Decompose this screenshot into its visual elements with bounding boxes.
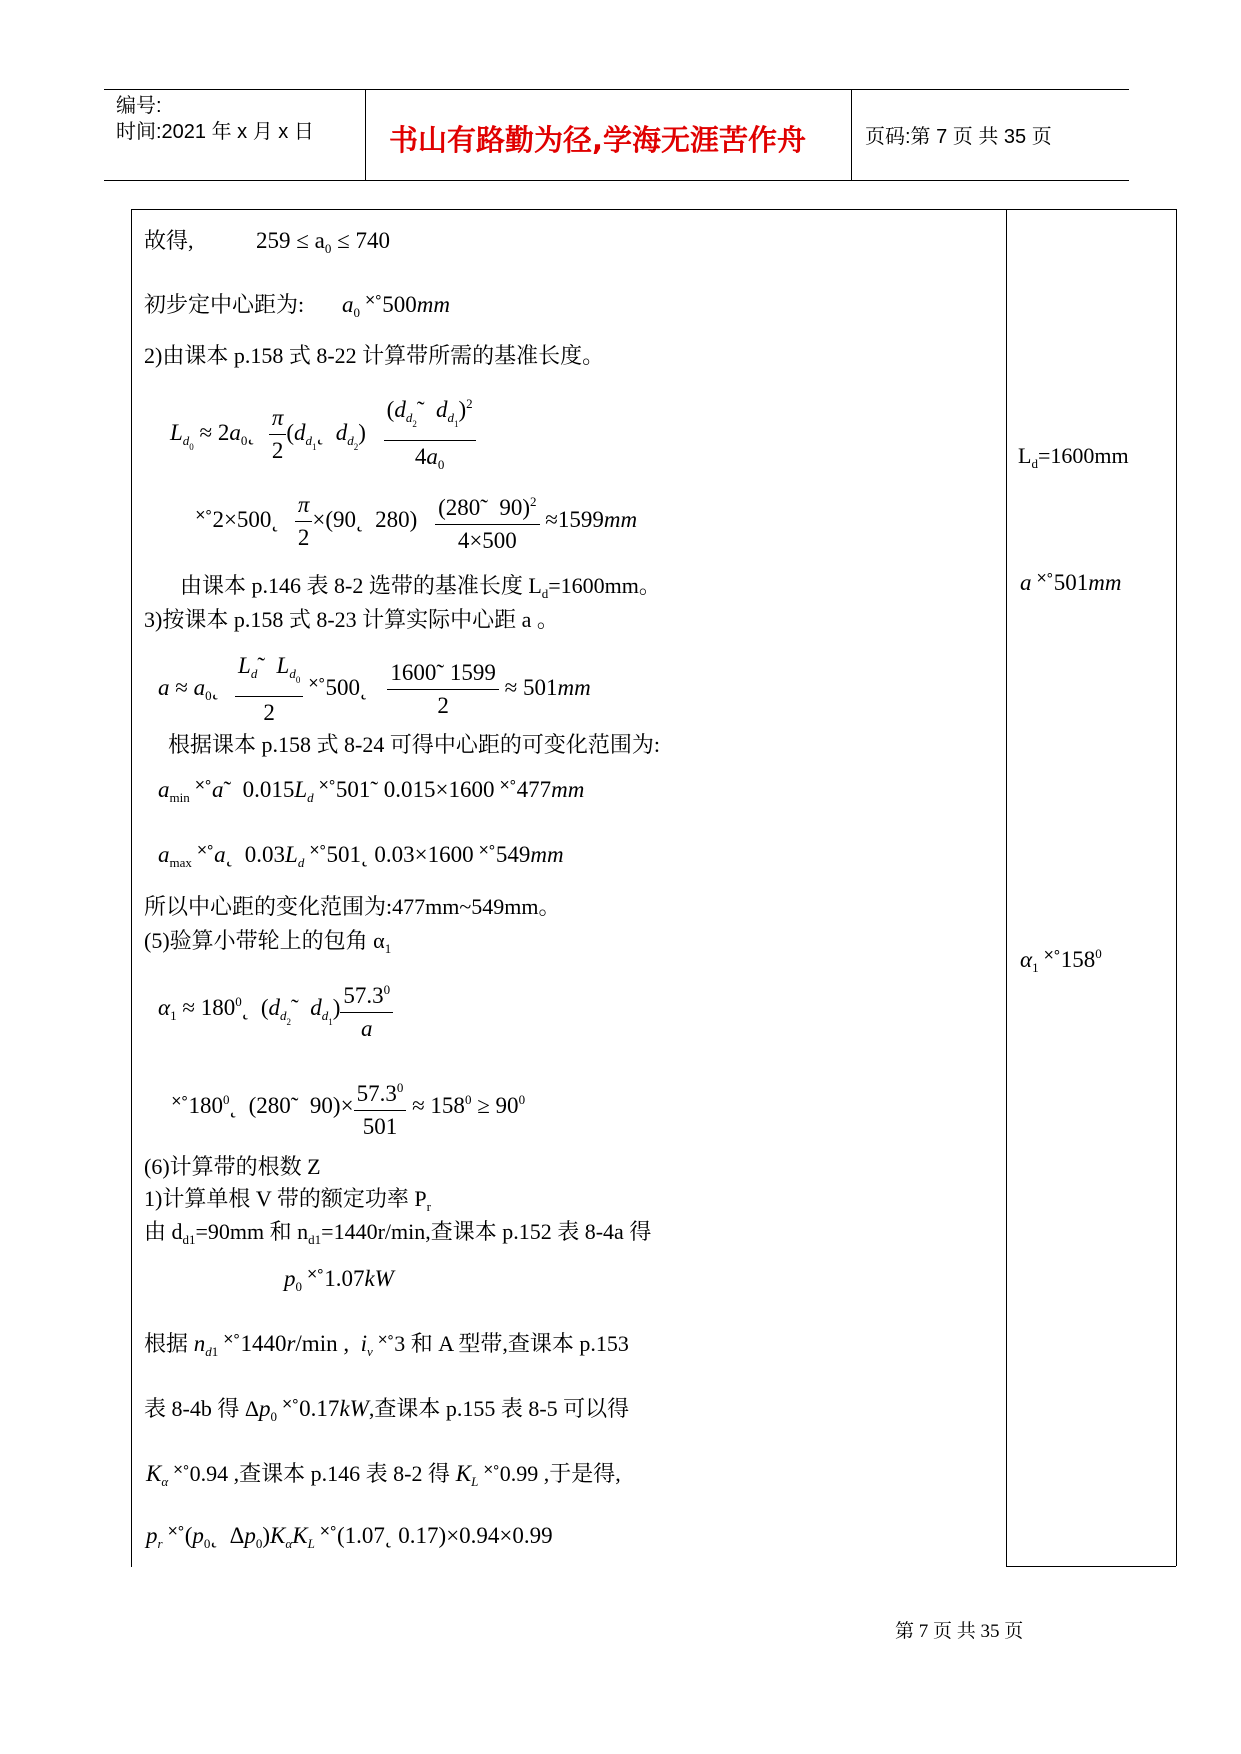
result-a-value: ˟˚501: [1037, 570, 1089, 595]
formula-pr: $p_r$ $˟˚(p_0˛$ $\Delta p_0)K_\alpha K_L$ ˟˚(1.07˛ 0.17)×0.94×0.99: [146, 1523, 553, 1551]
result-ld-sub: d: [1031, 456, 1038, 471]
table-mid-rule: [1006, 209, 1007, 1566]
nd1-label: =90mm 和 n: [195, 1219, 309, 1244]
conclusion-label: 故得,: [144, 228, 194, 253]
header-time-label: 时间:2021 年 x 月 x 日: [116, 121, 314, 143]
delta-p0-value: ˟˚0.17: [282, 1396, 340, 1421]
formula-a0-range: [256, 227, 390, 263]
formula-alpha-numeric: $˟˚180^0˛$ (280˜ 90)× $\frac{57.3^0}{501}$ ≈ $158^0 \ge 90^0$: [172, 1074, 525, 1141]
formula-a0-sub: 0: [324, 241, 332, 256]
ld0-result: ≈1599: [545, 506, 604, 532]
page-footer: 第 7 页 共 35 页: [895, 1621, 1024, 1642]
table-right-rule: [1176, 209, 1177, 1566]
formula-ld0-numeric: ˟˚2×500˛ $\frac{\pi}{2}$ ×(90˛ 280) $\frac{(280˜ 90)^2}{4\times 500}$ ≈1599mm: [196, 488, 637, 555]
header-page-label: 页码:第 7 页 共 35 页: [865, 126, 1052, 148]
delta-p0-label: 表 8-4b 得 Δ: [144, 1396, 259, 1421]
header-divider-left: [365, 89, 366, 180]
text-line-8: 根据课本 p.158 式 8-24 可得中心距的可变化范围为:: [168, 732, 660, 757]
text-line-21: $K_\alpha$ ˟˚0.94 ,查课本 p.146 表 8-2 得 $K_L$ ˟˚0.99 ,于是得,: [146, 1461, 621, 1489]
select-ld-text: 由课本 p.146 表 8-2 选带的基准长度 L: [180, 573, 542, 598]
text-line-19: 根据 $n_{d1}$ ˟˚1440r/min , $i_v$ ˟˚3 和 A 型带,查课本 p.153: [144, 1331, 629, 1359]
formula-p0: $p_0$ ˟˚1.07kW: [284, 1266, 394, 1294]
table-top-rule: [131, 209, 1176, 210]
based-on-label: 根据: [144, 1331, 189, 1356]
formula-a-min: $a_{min}$ ˟˚a˜ $0.015L_d$ ˟˚501˜ 0.015×1600 ˟˚477mm: [158, 777, 585, 805]
formula-initial-a0: $a_0$ ˟˚500mm: [342, 292, 450, 320]
formula-ld0: $L_{d_0}$ ≈ $2a_0˛$ $\frac{\pi}{2}$ ($d_{d_1}˛$ $d_{d_2}$) $\frac{(d_{d_2}˜ d_{d_1})^2}{4a_0}$: [170, 390, 476, 479]
result-ld-value: =1600mm: [1037, 443, 1129, 468]
dd1-label: 由 d: [144, 1219, 183, 1244]
header-top-rule: [104, 89, 1129, 90]
a-max-coefficient: 0.03: [244, 842, 286, 867]
header-motto: 书山有路勤为径,学海无涯苦作舟: [389, 123, 807, 157]
k-alpha-text: ˟˚0.94 ,查课本 p.146 表 8-2 得: [173, 1461, 450, 1486]
formula-a-numerator: 1600˜ 1599: [387, 659, 498, 690]
text-line-5: 由课本 p.146 表 8-2 选带的基准长度 $L_d=1600mm$。: [180, 573, 661, 601]
k-l-text: ˟˚0.99 ,于是得,: [484, 1461, 621, 1486]
text-line-17: 由 $d_{d1}=90mm$ 和 $n_{d1}=1440r/\min$,查课本 p.152 表 8-4a 得: [144, 1219, 652, 1247]
nd1-value: ˟˚1440: [224, 1331, 287, 1356]
pr-numeric: ˟˚(1.07˛ 0.17)×0.94×0.99: [320, 1523, 553, 1548]
header-number-label: 编号:: [116, 95, 162, 117]
result-alpha-value: ˟˚158: [1044, 947, 1096, 972]
text-line-16: [144, 1186, 431, 1220]
result-alpha: $\alpha_1$ $˟˚158^0$: [1020, 946, 1102, 975]
formula-a: $a \approx a_0˛$ $\frac{L_d˜ L_{d_0}}{2}$ ˟˚500˛ $\frac{1600˜ 1599}{2}$ ≈ 501mm: [158, 653, 591, 725]
formula-a0-upper: ≤ 740: [331, 228, 390, 253]
belt-type-text: ˟˚3 和 A 型带,查课本 p.153: [378, 1331, 629, 1356]
rated-power-sub: r: [426, 1199, 431, 1214]
text-line-1: [144, 228, 194, 254]
a-max-numeric: ˟˚501˛ 0.03×1600 ˟˚549: [310, 842, 531, 867]
formula-a-max: $a_{max}$ ˟˚a˛ $0.03L_d$ ˟˚501˛ 0.03×1600 ˟˚549mm: [158, 842, 564, 870]
formula-alpha: $\alpha_1$ ≈ $180^0˛$ ($d_{d_2}˜$ $d_{d_1}$) $\frac{57.3^0}{a}$: [158, 976, 393, 1043]
formula-a0-lower: 259 ≤ a: [256, 228, 325, 253]
alpha-numerator: 57.3: [343, 983, 384, 1008]
results-bottom-rule: [1006, 1566, 1176, 1567]
header-bottom-rule: [104, 180, 1129, 181]
a-min-coefficient: 0.015: [242, 777, 295, 802]
text-line-2: [144, 292, 304, 318]
result-ld-symbol: L: [1018, 443, 1032, 468]
text-line-3: 2)由课本 p.158 式 8-22 计算带所需的基准长度。: [144, 343, 605, 368]
lookup-table-text: =1440r/min,查课本 p.152 表 8-4a 得: [321, 1219, 652, 1244]
wrap-angle-heading: (5)验算小带轮上的包角 α: [144, 928, 385, 953]
text-line-15: (6)计算带的根数 Z: [144, 1154, 321, 1179]
initial-center-distance-label: 初步定中心距为:: [144, 292, 305, 317]
p0-value: ˟˚1.07: [307, 1266, 365, 1291]
select-ld-value: =1600mm。: [548, 573, 661, 598]
table-8-5-text: ,查课本 p.155 表 8-5 可以得: [368, 1396, 630, 1421]
a-min-numeric: ˟˚501˜ 0.015×1600 ˟˚477: [319, 777, 552, 802]
result-a: a ˟˚501mm: [1020, 570, 1122, 595]
result-ld: [1018, 443, 1129, 477]
rated-power-heading: 1)计算单根 V 带的额定功率 P: [144, 1186, 427, 1211]
table-left-rule: [131, 209, 132, 1567]
text-line-12: [144, 928, 391, 962]
wrap-angle-sub: 1: [384, 941, 392, 956]
header-divider-right: [851, 89, 852, 180]
alpha-result: ≈ 158: [412, 1092, 465, 1118]
text-line-20: 表 8-4b 得 $\Delta p_0$ ˟˚0.17kW,查课本 p.155 表 8-5 可以得: [144, 1396, 630, 1424]
text-line-11: 所以中心距的变化范围为:477mm~549mm。: [144, 894, 561, 919]
text-line-6: 3)按课本 p.158 式 8-23 计算实际中心距 a 。: [144, 607, 559, 632]
initial-a0-value: 500: [382, 292, 417, 317]
a-result: ≈ 501: [504, 674, 558, 700]
